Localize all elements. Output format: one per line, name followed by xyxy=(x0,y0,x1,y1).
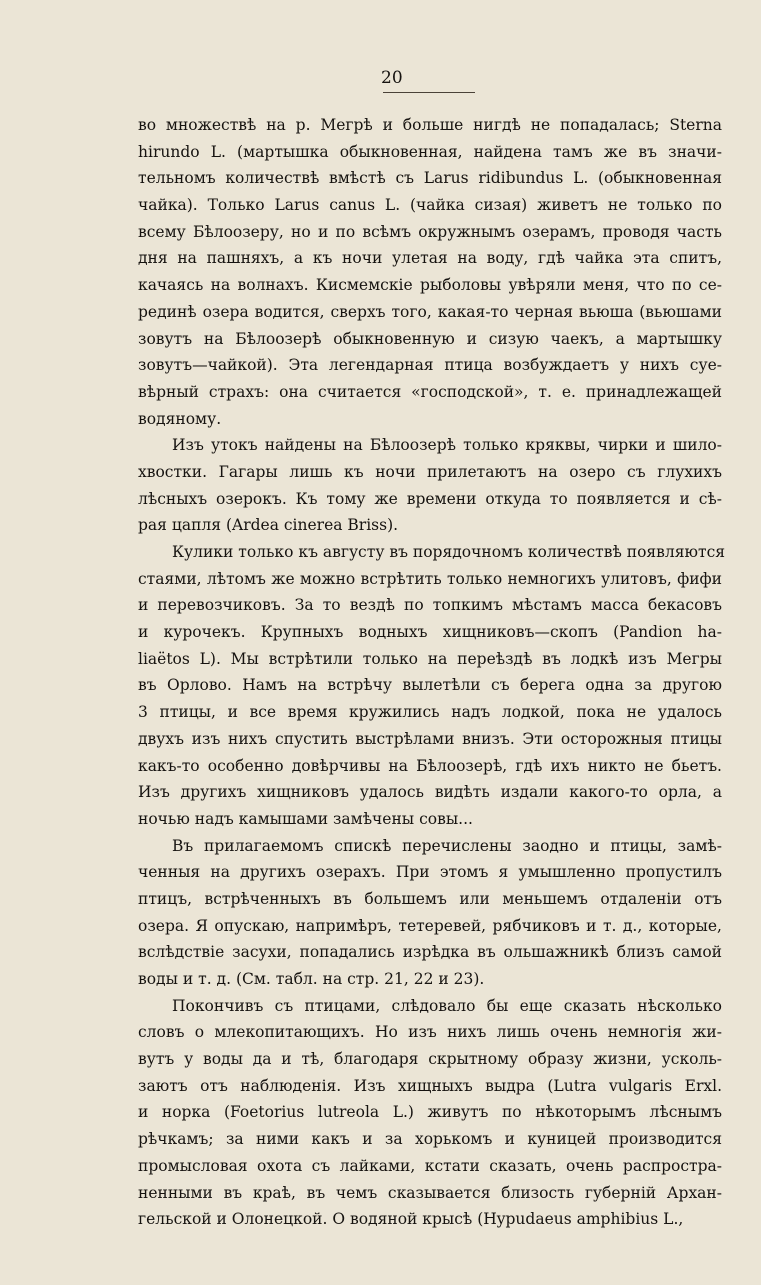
text-line: Покончивъ съ птицами, слѣдовало бы еще сказать нѣсколько xyxy=(172,996,722,1015)
text-line: зовутъ на Бѣлоозерѣ обыкновенную и сизую чаекъ, а мартышку xyxy=(138,329,722,348)
text-line: liaëtos L). Мы встрѣтили только на переѣздѣ въ лодкѣ изъ Мегры xyxy=(138,649,722,668)
text-line: ненными въ краѣ, въ чемъ сказывается близость губерній Архан- xyxy=(138,1183,722,1202)
text-line: птицъ, встрѣченныхъ въ большемъ или меньшемъ отдаленіи отъ xyxy=(138,889,722,908)
text-line: Кулики только къ августу въ порядочномъ количествѣ появляются xyxy=(172,543,726,561)
text-line: качаясь на волнахъ. Кисмемскіе рыболовы увѣряли меня, что по се- xyxy=(138,276,722,295)
paragraph xyxy=(138,112,722,432)
text-line: 3 птицы, и все время кружились надъ лодкой, пока не удалось xyxy=(138,703,722,722)
text-line: всему Бѣлоозеру, но и по всѣмъ окружнымъ озерамъ, проводя часть xyxy=(138,222,722,241)
text-line: гельской и Олонецкой. О водяной крысѣ (Hypudaeus amphibius L., xyxy=(138,1210,684,1229)
header-rule xyxy=(383,92,475,93)
text-line: ченныя на другихъ озерахъ. При этомъ я умышленно пропустилъ xyxy=(138,863,722,882)
body-text xyxy=(138,112,726,1233)
paragraph xyxy=(138,539,726,833)
text-line: тельномъ количествѣ вмѣстѣ съ Larus ridibundus L. (обыкновенная xyxy=(138,169,722,188)
text-line: воды и т. д. (См. табл. на стр. 21, 22 и 23). xyxy=(138,970,485,988)
text-line: вслѣдствіе засухи, попадались изрѣдка въ ольшажникѣ близъ самой xyxy=(138,943,722,962)
text-line: въ Орлово. Намъ на встрѣчу вылетѣли съ берега одна за другою xyxy=(138,676,722,695)
text-line: лѣсныхъ озерокъ. Къ тому же времени откуда то появляется и сѣ- xyxy=(138,489,722,508)
text-line: промысловая охота съ лайками, кстати сказать, очень распростра- xyxy=(138,1156,722,1175)
text-line: какъ-то особенно довѣрчивы на Бѣлоозерѣ, гдѣ ихъ никто не бьетъ. xyxy=(138,756,722,775)
text-line: хвостки. Гагары лишь къ ночи прилетаютъ на озеро съ глухихъ xyxy=(138,462,722,481)
text-line: озера. Я опускаю, напримѣръ, тетеревей, рябчиковъ и т. д., которые, xyxy=(138,916,722,935)
text-line: словъ о млекопитающихъ. Но изъ нихъ лишь очень немногія жи- xyxy=(138,1023,722,1042)
text-line: рединѣ озера водится, сверхъ того, какая-то черная вьюша (вьюшами xyxy=(138,302,722,321)
text-line: и перевозчиковъ. За то вездѣ по топкимъ мѣстамъ масса бекасовъ xyxy=(138,596,722,615)
paragraph xyxy=(138,993,722,1233)
text-line: двухъ изъ нихъ спустить выстрѣлами внизъ. Эти осторожныя птицы xyxy=(138,729,722,748)
text-line: Въ прилагаемомъ спискѣ перечислены заодно и птицы, замѣ- xyxy=(172,836,722,855)
text-line: стаями, лѣтомъ же можно встрѣтить только немногихъ улитовъ, фифи xyxy=(138,569,722,588)
text-line: Изъ другихъ хищниковъ удалось видѣть издали какого-то орла, а xyxy=(138,783,722,802)
page-number: 20 xyxy=(381,68,403,88)
text-line: рѣчкамъ; за ними какъ и за хорькомъ и куницей производится xyxy=(138,1130,722,1149)
text-line: ночью надъ камышами замѣчены совы... xyxy=(138,809,473,828)
text-line: зовутъ—чайкой). Эта легендарная птица возбуждаетъ у нихъ суе- xyxy=(138,356,722,375)
text-line: вѣрный страхъ: она считается «господской», т. е. принадлежащей xyxy=(138,382,722,401)
text-line: во множествѣ на р. Мегрѣ и больше нигдѣ не попадалась; Sterna xyxy=(138,116,722,134)
text-line: дня на пашняхъ, а къ ночи улетая на воду, гдѣ чайка эта спитъ, xyxy=(138,249,722,268)
text-line: водяному. xyxy=(138,409,222,428)
text-line: вутъ у воды да и тѣ, благодаря скрытному образу жизни, усколь- xyxy=(138,1050,722,1069)
paragraph xyxy=(138,833,722,993)
text-line: hirundo L. (мартышка обыкновенная, найдена тамъ же въ значи- xyxy=(138,142,722,161)
text-line: рая цапля (Ardea cinerea Briss). xyxy=(138,516,399,535)
text-line: и курочекъ. Крупныхъ водныхъ хищниковъ—скопъ (Pandion ha- xyxy=(138,623,722,642)
text-line: Изъ утокъ найдены на Бѣлоозерѣ только кряквы, чирки и шило- xyxy=(172,436,722,455)
paragraph xyxy=(138,432,722,539)
text-line: заютъ отъ наблюденія. Изъ хищныхъ выдра (Lutra vulgaris Erxl. xyxy=(138,1076,722,1095)
text-line: чайка). Только Larus canus L. (чайка сизая) живетъ не только по xyxy=(138,196,722,215)
text-line: и норка (Foetorius lutreola L.) живутъ по нѣкоторымъ лѣснымъ xyxy=(138,1103,722,1122)
